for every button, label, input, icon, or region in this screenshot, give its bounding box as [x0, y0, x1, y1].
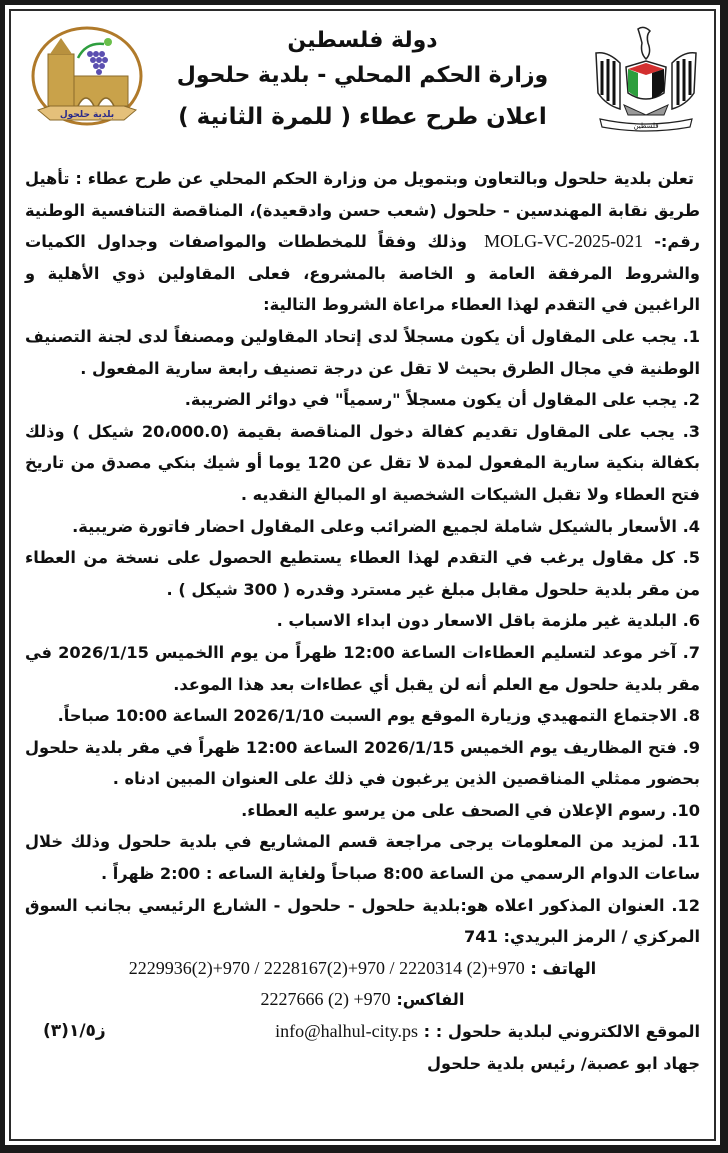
fax-line: [25, 984, 700, 1016]
clause-9: 9. فتح المظاريف يوم الخميس 2026/1/15 الساعة 12:00 ظهراً في مقر بلدية حلحول بحضور ممثلي المناقصين الذين يرغبون في ذلك على العنوان المبين ادناه .: [25, 737, 700, 789]
tender-number: MOLG-VC-2025-021: [484, 231, 644, 252]
clause-3: 3. يجب على المقاول تقديم كفالة دخول المناقصة بقيمة (20،000.0 شيكل ) وذلك بكفالة بنكية سارية المفعول لمدة لا تقل عن 120 يوما أو شيك بنكي مصدق من تاريخ فتح العطاء ولا تقبل الشيكات الشخصية او المبالغ النقديه .: [25, 421, 700, 504]
intro-text-part1: تعلن بلدية حلحول وبالتعاون وبتمويل من وزارة الحكم المحلي عن طرح عطاء : تأهيل طريق نقابة المهندسين - حلحول (شعب حسن وادقعيدة)، المناقصة التنافسية الوطنية رقم:-: [25, 169, 700, 252]
ad-reference-code: ز١/٥(٣): [43, 1021, 106, 1042]
document-inner-border: [9, 9, 716, 1141]
palestine-eagle-emblem-icon: [586, 23, 706, 135]
email-link[interactable]: info@halhul-city.ps: [275, 1021, 418, 1042]
email-label: الموقع الالكتروني لبلدية حلحول : :: [423, 1022, 700, 1042]
announcement-title: اعلان طرح عطاء ( للمرة الثانية ): [178, 104, 547, 130]
phone-line: [25, 953, 700, 985]
clause-10: 10. رسوم الإعلان في الصحف على من يرسو عليه العطاء.: [241, 800, 700, 820]
fax-number: 2227666 (2) +970: [260, 989, 391, 1010]
clause-7: 7. آخر موعد لتسليم العطاءات الساعة 12:00 ظهراً من يوم االخميس 2026/1/15 في مقر بلدية حلحول مع العلم أنه لن يقبل أي عطاءات بعد هذا الموعد.: [25, 642, 700, 694]
clause-5: 5. كل مقاول يرغب في التقدم لهذا العطاء يستطيع الحصول على نسخة من العطاء من مقر بلدية حلحول مقابل مبلغ غير مسترد وقدره ( 300 شيكل ) .: [25, 548, 700, 599]
header: [11, 11, 714, 151]
fax-label: الفاكس:: [396, 990, 465, 1010]
clause-6: 6. البلدية غير ملزمة باقل الاسعار دون ابداء الاسباب .: [276, 611, 700, 631]
clause-8: 8. الاجتماع التمهيدي وزيارة الموقع يوم السبت 2026/1/10 الساعة 10:00 صباحاً.: [57, 706, 700, 726]
signature: جهاد ابو عصبة/ رئيس بلدية حلحول: [427, 1053, 700, 1073]
clause-11: 11. لمزيد من المعلومات يرجى مراجعة قسم المشاريع في بلدية حلحول وذلك خلال ساعات الدوام الرسمي من الساعة 8:00 صباحاً ولغاية الساعه : 2:00 ظهراً .: [25, 832, 700, 884]
clause-12: 12. العنوان المذكور اعلاه هو:بلدية حلحول - حلحول - الشارع الرئيسي بجانب السوق المركزي / الرمز البريدي: 741: [25, 895, 700, 947]
announcement-body: [25, 163, 700, 1079]
clause-1: 1. يجب على المقاول أن يكون مسجلاً لدى إتحاد المقاولين ومصنفاً لدى لجنة التصنيف الوطنية في مجال الطرق بحيث لا تقل عن درجة تصنيف رابعة سارية المفعول .: [25, 326, 700, 378]
clause-4: 4. الأسعار بالشيكل شاملة لجميع الضرائب وعلى المقاول احضار فاتورة ضريبية.: [72, 516, 700, 536]
svg-text:بلدية حلحول: بلدية حلحول: [59, 110, 115, 120]
svg-text:فلسطين: فلسطين: [633, 122, 659, 130]
title-block: [151, 25, 574, 139]
phone-numbers: 2229936(2)+970 / 2228167(2)+970 / 2220314 (2)+970: [128, 957, 525, 978]
intro-text-part2: وذلك وفقاً للمخططات والمواصفات وجداول الكميات والشروط المرفقة العامة و الخاصة بالمشروع، فعلى المقاولين ذوي الأهلية و الراغبين في التقدم لهذا العطاء مراعاة الشروط التالية:: [25, 232, 700, 315]
intro-paragraph: [25, 163, 700, 321]
clause-2: 2. يجب على المقاول أن يكون مسجلاً "رسمياً" في دوائر الضريبة.: [184, 390, 700, 410]
halhul-municipality-logo-icon: [28, 24, 146, 132]
ministry-name: وزارة الحكم المحلي - بلدية حلحول: [176, 63, 549, 88]
email-line: [25, 1016, 700, 1048]
phone-label: الهاتف :: [530, 958, 597, 978]
state-name: دولة فلسطين: [287, 28, 438, 53]
